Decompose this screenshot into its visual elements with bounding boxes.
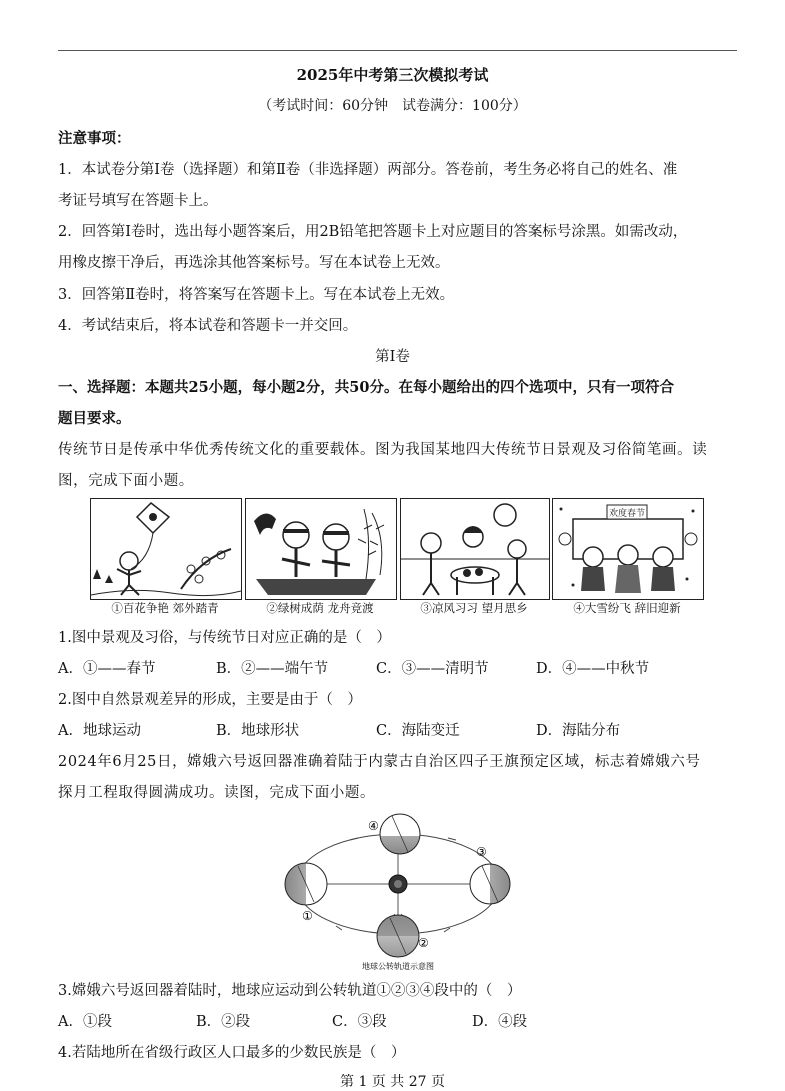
section-heading: 一、选择题：本题共25小题，每小题2分，共50分。在每小题给出的四个选项中，只有一项符合 xyxy=(58,379,674,396)
option-c[interactable]: C．③段 xyxy=(332,1014,387,1030)
top-rule xyxy=(58,50,737,51)
notes-heading: 注意事项： xyxy=(58,130,131,147)
option-b[interactable]: B．地球形状 xyxy=(216,723,300,739)
question-2-stem: 2.图中自然景观差异的形成，主要是由于（ ） xyxy=(58,692,362,708)
festival-panel-autumn xyxy=(400,498,550,600)
option-d[interactable]: D．④——中秋节 xyxy=(536,661,650,677)
passage-1-cont: 图，完成下面小题。 xyxy=(58,473,194,489)
earth-orbit-diagram xyxy=(270,812,530,974)
option-a[interactable]: A．①——春节 xyxy=(58,661,156,677)
question-1-stem: 1.图中景观及习俗，与传统节日对应正确的是（ ） xyxy=(58,630,391,646)
option-c[interactable]: C．海陆变迁 xyxy=(376,723,460,739)
question-4-stem: 4.若陆地所在省级行政区人口最多的少数民族是（ ） xyxy=(58,1045,406,1061)
option-b[interactable]: B．②段 xyxy=(196,1014,251,1030)
label-1: ① xyxy=(302,909,313,923)
orbit-caption: 地球公转轨道示意图 xyxy=(362,962,434,971)
passage-1: 传统节日是传承中华优秀传统文化的重要载体。图为我国某地四大传统节日景观及习俗简笔画。读 xyxy=(58,442,708,458)
dragon-boat-illustration xyxy=(246,499,396,599)
section-heading-cont: 题目要求。 xyxy=(58,410,131,427)
kite-flying-illustration xyxy=(91,499,241,599)
note-line: 用橡皮擦干净后，再选涂其他答案标号。写在本试卷上无效。 xyxy=(58,255,450,271)
note-line: 考证号填写在答题卡上。 xyxy=(58,193,218,209)
passage-2-cont: 探月工程取得圆满成功。读图，完成下面小题。 xyxy=(58,785,376,801)
label-3: ③ xyxy=(476,845,487,859)
option-a[interactable]: A．地球运动 xyxy=(58,723,141,739)
passage-2: 2024年6月25日，嫦娥六号返回器准确着陆于内蒙古自治区四子王旗预定区域，标志着嫦娥六号 xyxy=(58,754,701,770)
note-line: 2．回答第Ⅰ卷时，选出每小题答案后，用2B铅笔把答题卡上对应题目的答案标号涂黑。如需改动， xyxy=(58,224,688,240)
option-c[interactable]: C．③——清明节 xyxy=(376,661,489,677)
moon-viewing-illustration xyxy=(401,499,549,599)
label-4: ④ xyxy=(368,819,379,833)
note-line: 3．回答第Ⅱ卷时，将答案写在答题卡上。写在本试卷上无效。 xyxy=(58,287,455,303)
note-line: 1．本试卷分第Ⅰ卷（选择题）和第Ⅱ卷（非选择题）两部分。答卷前，考生务必将自己的姓名、准 xyxy=(58,162,678,178)
caption-summer: ②绿树成荫 龙舟竞渡 xyxy=(266,601,374,615)
new-year-illustration xyxy=(553,499,703,599)
question-3-stem: 3.嫦娥六号返回器着陆时，地球应运动到公转轨道①②③④段中的（ ） xyxy=(58,983,522,999)
page-title: 2025年中考第三次模拟考试 xyxy=(296,66,489,84)
festival-panel-summer xyxy=(245,498,397,600)
festival-panel-winter xyxy=(552,498,704,600)
part-title: 第Ⅰ卷 xyxy=(375,349,410,365)
note-line: 4．考试结束后，将本试卷和答题卡一并交回。 xyxy=(58,318,358,334)
option-d[interactable]: D．④段 xyxy=(472,1014,528,1030)
exam-info: （考试时间：60分钟 试卷满分：100分） xyxy=(258,98,527,114)
sign-text: 欢度春节 xyxy=(608,509,646,519)
option-a[interactable]: A．①段 xyxy=(58,1014,112,1030)
option-d[interactable]: D．海陆分布 xyxy=(536,723,621,739)
page-number: 第 1 页 共 27 页 xyxy=(340,1074,445,1090)
caption-spring: ①百花争艳 郊外踏青 xyxy=(111,601,219,615)
option-b[interactable]: B．②——端午节 xyxy=(216,661,329,677)
label-2: ② xyxy=(418,936,429,950)
caption-autumn: ③凉风习习 望月思乡 xyxy=(420,601,528,615)
festival-panel-spring xyxy=(90,498,242,600)
caption-winter: ④大雪纷飞 辞旧迎新 xyxy=(573,601,681,615)
